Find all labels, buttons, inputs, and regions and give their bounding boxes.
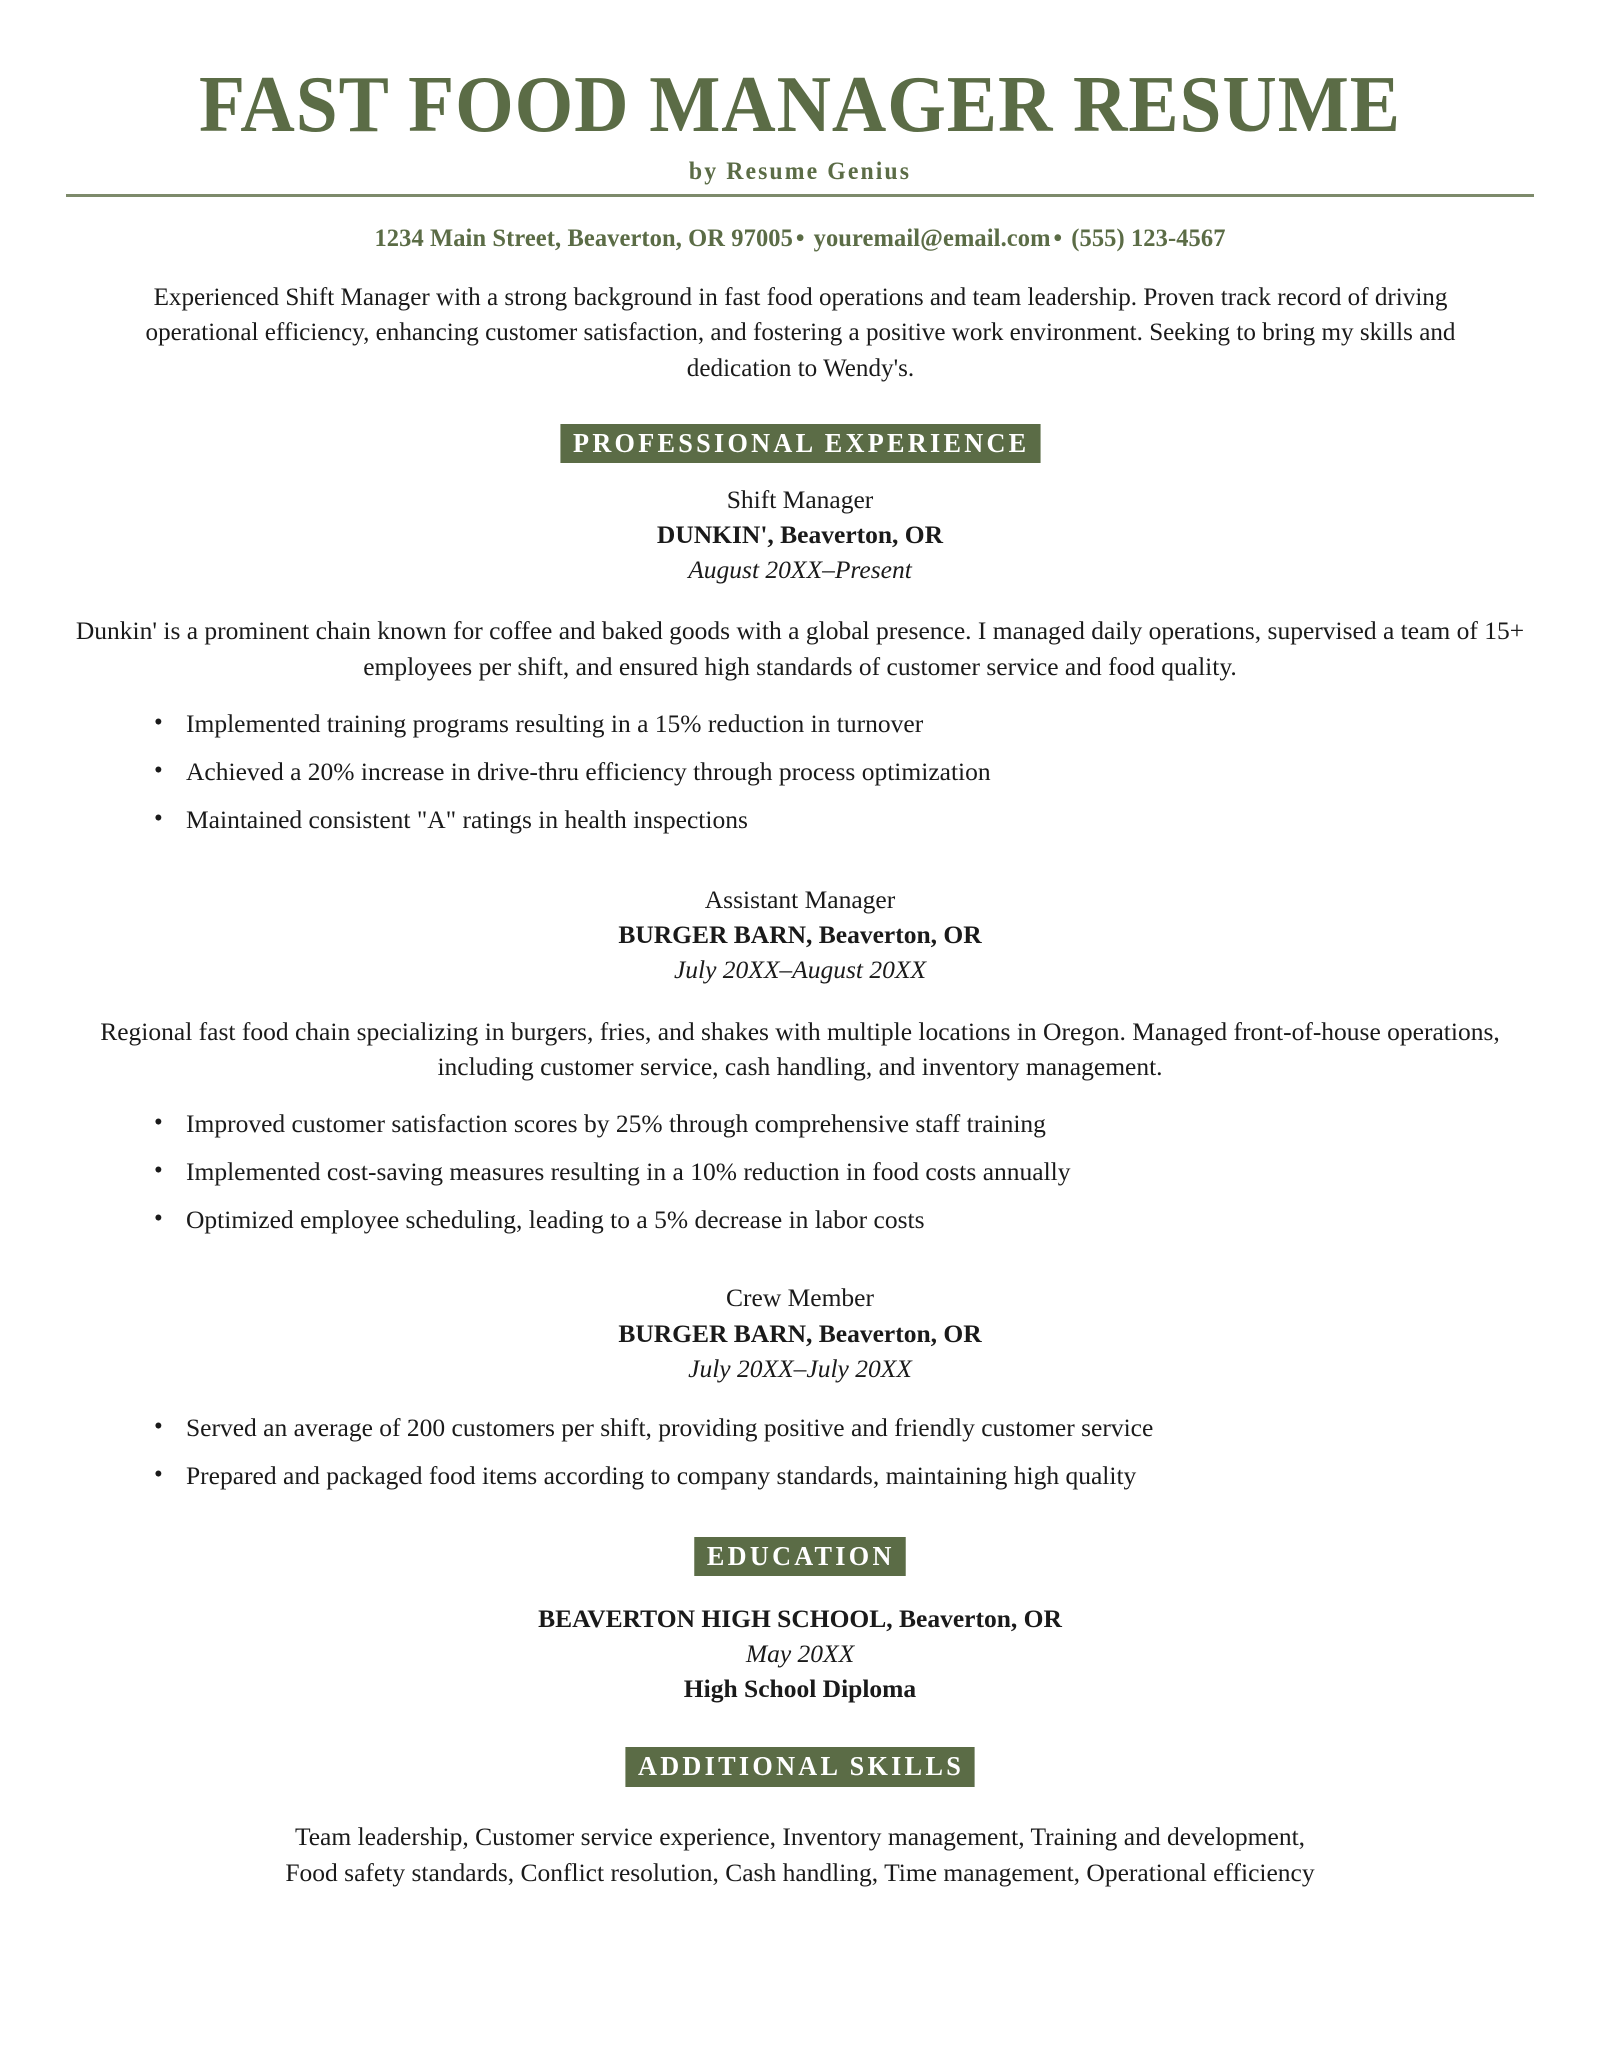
list-item: • Implemented cost-saving measures resulting in a 10% reduction in food costs annually — [58, 1155, 1542, 1189]
job-dates: August 20XX–Present — [688, 555, 912, 585]
skills-list — [145, 1819, 1455, 1891]
job-description: Regional fast food chain specializing in burgers, fries, and shakes with multiple locations in Oregon. Managed front-of-house operations, including customer service, cash handling, and inventory management. — [100, 1016, 1500, 1082]
contact-phone[interactable]: (555) 123-4567 — [1071, 222, 1226, 252]
job-dates: July 20XX–July 20XX — [688, 1353, 912, 1383]
job-organization: BURGER BARN, Beaverton, OR — [618, 1318, 982, 1348]
job-organization: DUNKIN', Beaverton, OR — [656, 520, 944, 550]
skills-line-2: Food safety standards, Conflict resolution, Cash handling, Time management, Operational efficiency — [285, 1857, 1315, 1887]
job-title: Shift Manager — [726, 484, 874, 514]
contact-address: 1234 Main Street, Beaverton, OR 97005 — [374, 222, 793, 252]
education-date: May 20XX — [745, 1639, 855, 1669]
section-heading-experience: PROFESSIONAL EXPERIENCE — [560, 424, 1040, 463]
page-title: FAST FOOD MANAGER RESUME — [199, 59, 1401, 149]
list-item: • Prepared and packaged food items according to company standards, maintaining high quality — [58, 1459, 1542, 1493]
byline: by Resume Genius — [688, 157, 912, 185]
education-degree: High School Diploma — [683, 1673, 917, 1703]
contact-separator-2: • — [1053, 222, 1063, 252]
skills-line-1: Team leadership, Customer service experience, Inventory management, Training and development, — [294, 1821, 1306, 1851]
section-heading-education: EDUCATION — [694, 1537, 905, 1576]
job-bullet-list — [58, 707, 1542, 837]
job-title: Crew Member — [726, 1283, 874, 1313]
job-bullet-list — [58, 1411, 1542, 1493]
header-divider — [66, 194, 1534, 197]
experience-entry — [58, 483, 1542, 837]
list-item: • Implemented training programs resulting in a 15% reduction in turnover — [58, 707, 1542, 741]
resume-summary: Experienced Shift Manager with a strong background in fast food operations and team leadership. Proven track record of driving operational efficiency, enhancing customer satisfaction, and fostering a positive work environment. Seeking to bring my skills and dedication to Wendy's. — [145, 281, 1455, 382]
section-heading-skills: ADDITIONAL SKILLS — [625, 1747, 974, 1786]
contact-separator-1: • — [795, 222, 805, 252]
section-heading-education-wrap — [58, 1537, 1542, 1576]
contact-line — [88, 223, 1513, 253]
list-item: • Achieved a 20% increase in drive-thru efficiency through process optimization — [58, 755, 1542, 789]
job-dates: July 20XX–August 20XX — [673, 955, 927, 985]
list-item: • Improved customer satisfaction scores by 25% through comprehensive staff training — [58, 1107, 1542, 1141]
resume-header — [58, 59, 1542, 253]
education-entry — [58, 1602, 1542, 1705]
job-description: Dunkin' is a prominent chain known for coffee and baked goods with a global presence. I managed daily operations, supervised a team of 15+ employees per shift, and ensured high standards of customer service and food quality. — [75, 616, 1525, 682]
experience-entry — [58, 1281, 1542, 1493]
experience-entry — [58, 883, 1542, 1237]
job-title: Assistant Manager — [704, 885, 896, 915]
job-organization: BURGER BARN, Beaverton, OR — [618, 920, 982, 950]
list-item: • Served an average of 200 customers per shift, providing positive and friendly customer service — [58, 1411, 1542, 1445]
contact-email[interactable]: youremail@email.com — [813, 222, 1051, 252]
section-heading-experience-wrap — [58, 424, 1542, 463]
section-heading-skills-wrap — [58, 1747, 1542, 1786]
list-item: • Maintained consistent "A" ratings in health inspections — [58, 803, 1542, 837]
list-item: • Optimized employee scheduling, leading to a 5% decrease in labor costs — [58, 1203, 1542, 1237]
education-school: BEAVERTON HIGH SCHOOL, Beaverton, OR — [538, 1604, 1062, 1634]
job-bullet-list — [58, 1107, 1542, 1237]
